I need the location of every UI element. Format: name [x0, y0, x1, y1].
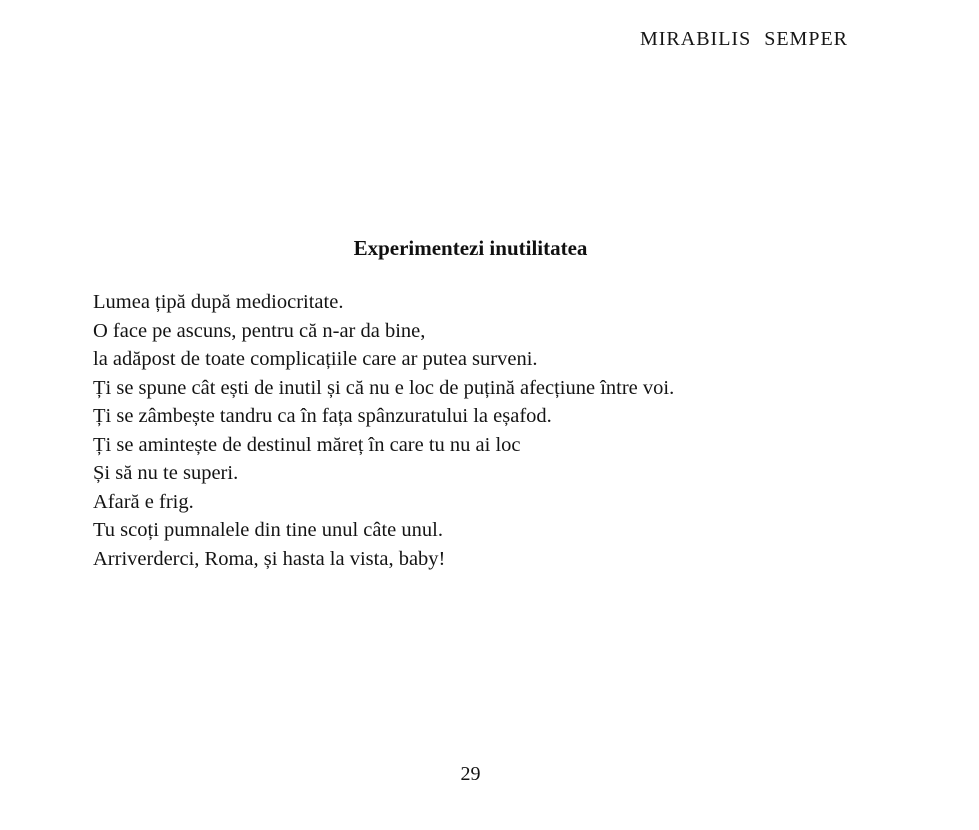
poem-line: Și să nu te superi. [93, 462, 239, 484]
poem-line: Ți se amintește de destinul măreț în care tu nu ai loc [93, 433, 521, 456]
poem-line: Afară e frig. [93, 490, 194, 513]
poem-line: Ți se spune cât ești de inutil și că nu e loc de puțină afecțiune între voi. [93, 376, 675, 399]
poem-line: la adăpost de toate complicațiile care ar putea surveni. [93, 348, 538, 370]
poem-line: Tu scoți pumnalele din tine unul câte unul. [93, 519, 443, 541]
poem-body [93, 288, 873, 573]
poem-line: Ți se zâmbește tandru ca în fața spânzuratului la eșafod. [93, 405, 552, 427]
poem-line: Lumea țipă după mediocritate. [93, 291, 344, 313]
running-header: MIRABILIS SEMPER [639, 28, 848, 50]
poem-line: Arriverderci, Roma, și hasta la vista, baby! [93, 547, 446, 570]
page-number: 29 [460, 763, 481, 785]
poem-line: O face pe ascuns, pentru că n-ar da bine, [93, 319, 426, 342]
poem-title: Experimentezi inutilitatea [353, 236, 588, 260]
